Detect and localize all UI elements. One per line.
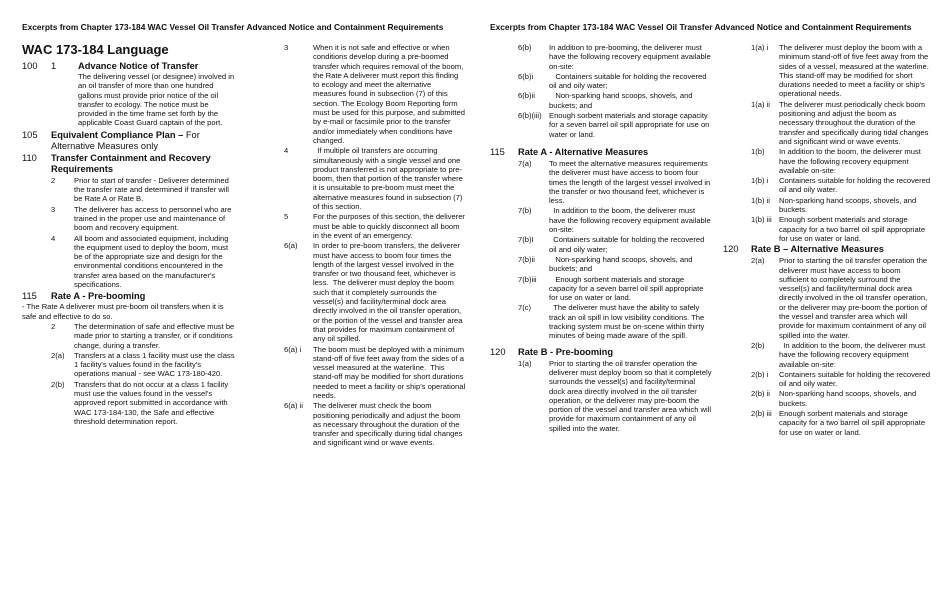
section-115-title: Rate A - Pre-booming: [51, 291, 146, 302]
column-1: [22, 42, 237, 426]
section-100-header: 100 1 Advance Notice of Transfer: [22, 61, 199, 71]
list-item: [51, 351, 237, 379]
item-number: 4: [284, 146, 289, 156]
list-item: [51, 322, 237, 350]
item-number: 6(a) i: [284, 344, 302, 354]
list-item: [51, 380, 237, 426]
item-number: 6(b)(iii): [518, 111, 542, 121]
item-text: Containers suitable for holding the recovered oil and oily water.: [779, 369, 933, 389]
list-item: [284, 146, 466, 211]
column-4: [723, 42, 931, 437]
item-text: Non-sparking hand scoops, shovels, and buckets.: [779, 195, 919, 215]
item-text: Non-sparking hand scoops, shovels, and buckets; and: [549, 91, 695, 110]
item-text: The determination of safe and effective must be made prior to starting a transfer, or if conditions change, during a transfer.: [74, 321, 237, 350]
item-number: 3: [51, 204, 56, 214]
item-number: 6(a) ii: [284, 401, 303, 411]
section-120b-items: [751, 256, 931, 437]
list-item: [751, 43, 931, 99]
list-item: [518, 111, 712, 139]
list-item: [518, 359, 712, 433]
item-number: 2(b) iii: [751, 408, 772, 418]
item-number: 6(b)ii: [518, 91, 535, 101]
column-3: [490, 42, 712, 433]
section-100-text: The delivering vessel (or designee) involved in an oil transfer of more than one hundred gallons must provide prior notice of the oil transfer to ecology. The notice must be provided in the time frame set forth by the applicable Coast Guard captain of the port.: [78, 72, 235, 128]
list-item: [518, 206, 712, 234]
item-number: 2(b): [751, 340, 765, 350]
section-115-header: 115 Rate A - Pre-booming: [22, 291, 146, 302]
item-text: In addition to the boom, the deliverer must have the following recovery equipment available on-site:: [779, 147, 923, 175]
item-text: Enough sorbent materials and storage capacity for a seven barrel oil spill appropriate for use on water or land.: [549, 111, 712, 139]
list-item: [284, 241, 466, 343]
section-120a-header: 120 Rate B - Pre-booming: [490, 346, 614, 357]
section-115b-items: [518, 159, 712, 341]
item-number: 7(a): [518, 158, 532, 168]
item-text: Containers suitable for holding the recovered oil and oily water;: [549, 235, 707, 254]
item-text: Non-sparking hand scoops, shovels, and buckets.: [779, 389, 919, 408]
list-item: [518, 235, 712, 254]
item-text: The deliverer must deploy the boom with a minimum stand-off of five feet away from the sides of a vessel, measured at the waterline. This stand-off may be modified for short durations needed to meet a facility or ship's operational needs.: [779, 43, 933, 99]
item-number: 1(a) ii: [751, 99, 770, 109]
list-item: [751, 215, 931, 243]
item-text: The deliverer has access to personnel who are trained in the proper use and maintenance of boom and recovery equipment.: [74, 204, 234, 233]
item-text: For the purposes of this section, the deliverer must be able to quickly disconnect all boom in the event of an emergency.: [313, 212, 468, 240]
doc-title: WAC 173-184 Language: [22, 42, 169, 57]
item-number: 2(a): [751, 256, 765, 266]
list-item: [751, 176, 931, 195]
item-text: In addition to pre-booming, the deliverer must have the following recovery equipment available on-site:: [549, 43, 713, 71]
item-number: 2(b) i: [751, 369, 769, 379]
page-title: Excerpts from Chapter 173-184 WAC Vessel Oil Transfer Advanced Notice and Containment Requirements: [22, 22, 444, 32]
list-item: [518, 91, 712, 110]
section-115b-header: 115 Rate A - Alternative Measures: [490, 146, 649, 157]
item-number: 7(b): [518, 206, 532, 216]
list-item: [751, 147, 931, 175]
item-number: 7(b)I: [518, 235, 534, 245]
list-item: [284, 212, 466, 240]
item-text: Transfers that do not occur at a class 1 facility must use the values found in the vessel's approved report submitted in accordance with WAC 173-184-130, the Safe and effective threshold determination report.: [74, 379, 231, 426]
item-number: 4: [51, 233, 56, 243]
section-105-title: Equivalent Compliance Plan –: [51, 129, 184, 140]
item-number: 2: [51, 175, 56, 185]
item-text: The deliverer must check the boom positioning periodically and adjust the boom as necessary throughout the duration of the transfer and specifically during tidal changes and significant wind or wave events.: [313, 401, 465, 448]
item-text: Enough sorbent materials and storage capacity for a seven barrel oil spill appropriate for use on water or land.: [549, 274, 706, 303]
list-item: [751, 409, 931, 437]
list-item: [518, 303, 712, 340]
item-text: Enough sorbent materials and storage capacity for a two barrel oil spill appropriate for use on water or land.: [779, 215, 928, 243]
list-item: [751, 196, 931, 215]
item-number: 1(a): [518, 358, 532, 368]
item-number: 2(b): [51, 379, 65, 389]
item-text: Transfers at a class 1 facility must use the class 1 facility's values found in the facility's operations manual - see WAC 173-180-420.: [74, 350, 237, 379]
list-item: [751, 256, 931, 340]
item-text: Enough sorbent materials and storage capacity for a two barrel oil spill appropriate for use on water or land.: [779, 408, 928, 437]
list-item: [284, 401, 466, 447]
list-item: [51, 234, 237, 290]
section-105-title-rest: For Alternative Measures only: [51, 129, 200, 151]
column-4-items: [751, 43, 931, 243]
column-2-items: [284, 43, 466, 448]
item-number: 5: [284, 212, 289, 222]
column-3-items: [518, 43, 712, 139]
item-text: In addition to the boom, the deliverer must have the following recovery equipment available on-site:: [549, 206, 713, 235]
list-item: [518, 275, 712, 303]
list-item: [751, 389, 931, 408]
item-number: 6(b)i: [518, 71, 534, 81]
item-number: 7(b)iii: [518, 274, 537, 284]
item-number: 7(b)ii: [518, 254, 535, 264]
list-item: [284, 43, 466, 145]
section-115b-title: Rate A - Alternative Measures: [518, 146, 649, 157]
item-text: Prior to starting the oil transfer operation the deliverer must deploy boom so that it completely surrounds the vessel(s) and facility/terminal dock area directly involved in the oil transfer operation, or the deliverer may pre-boom the portion of the vessel and transfer area which will provide for maximum containment of any oil spilled into the water.: [549, 358, 714, 433]
item-number: 3: [284, 43, 289, 52]
item-text: The deliverer must have the ability to safely track an oil spill in low visibility conditions. The tracking system must be on-scene within thirty minutes of being made aware of the spill.: [549, 303, 707, 341]
item-text: In addition to the boom, the deliverer must have the following recovery equipment available on-site:: [779, 340, 928, 369]
section-120a-items: [518, 359, 712, 433]
section-120b-title: Rate B – Alternative Measures: [751, 244, 884, 255]
item-text: All boom and associated equipment, including the equipment used to deploy the boom, must be of the appropriate size and design for the environmental conditions encountered in the transfer area based on the manufacturer's specifications.: [74, 233, 231, 290]
item-number: 1(b) i: [751, 176, 769, 186]
item-number: 2: [51, 321, 56, 331]
item-number: 1(b): [751, 147, 765, 157]
list-item: [51, 205, 237, 233]
item-text: The boom must be deployed with a minimum stand-off of five feet away from the sides of a vessel measured at the waterline. This stand-off may be modified for short durations needed to meet a facility or ship's operational needs.: [313, 344, 468, 400]
item-text: Prior to starting the oil transfer operation the deliverer must have access to boom sufficient to completely surround the vessel(s) and facility/terminal dock area directly involved in the oil transfer operation, or the deliverer may pre-boom the portion of the vessel and transfer area which will provide for maximum containment of any oil spilled into the water.: [779, 256, 930, 340]
item-number: 1(b) ii: [751, 195, 770, 205]
item-text: Prior to start of transfer - Deliverer determined the transfer rate and determined if transfer will be Rate A or Rate B.: [74, 175, 232, 204]
item-number: 6(b): [518, 43, 532, 52]
column-2: [284, 42, 466, 448]
item-text: To meet the alternative measures requirements the deliverer must have access to boom four times the length of the largest vessel involved in the transfer or two thousand feet, whichever is less.: [549, 158, 713, 206]
item-text: In order to pre-boom transfers, the deliverer must have access to boom four times the length of the largest vessel involved in the transfer or two thousand feet, whichever is less. The deliverer must deploy the boom such that it completely surrounds the vessel(s) and facility/terminal dock area directly involved in the oil transfer operation, or the portion of the vessel and transfer area that provides for maximum containment of any oil spilled.: [313, 241, 465, 344]
item-number: 1(b) iii: [751, 215, 772, 225]
section-110-title: Transfer Containment and Recovery Requirements: [51, 152, 211, 174]
item-number: 2(a): [51, 350, 65, 360]
list-item: [51, 176, 237, 204]
item-text: When it is not safe and effective or when conditions develop during a pre-boomed transfer which requires removal of the boom, the Rate A deliverer must report this finding to ecology and meet the alternative measures found in subsection (7) of this section. The Ecology Boom Reporting form must be used for this purpose, and submitted by e-mail or facsimile prior to the transfer and/or immediately when conditions have changed.: [313, 43, 468, 145]
section-120b-header: 120 Rate B – Alternative Measures: [723, 244, 884, 255]
item-number: 1(a) i: [751, 43, 769, 52]
section-120a-title: Rate B - Pre-booming: [518, 346, 614, 357]
list-item: [518, 72, 712, 91]
section-110-items: [51, 176, 237, 290]
list-item: [751, 341, 931, 369]
list-item: [751, 370, 931, 389]
section-115-intro: - The Rate A deliverer must pre-boom oil transfers when it is safe and effective to do so.: [22, 302, 224, 321]
list-item: [518, 159, 712, 205]
section-115-items: [51, 322, 237, 426]
item-number: 7(c): [518, 303, 532, 313]
item-text: Containers suitable for holding the recovered oil and oily water;: [549, 71, 709, 91]
list-item: [751, 100, 931, 146]
item-text: Non-sparking hand scoops, shovels, and buckets; and: [549, 254, 695, 274]
list-item: [284, 345, 466, 401]
list-item: [518, 43, 712, 71]
section-110-header: 110 Transfer Containment and Recovery Requirements: [22, 152, 211, 174]
item-number: 6(a): [284, 241, 298, 251]
section-100-title: Advance Notice of Transfer: [78, 61, 199, 71]
section-105-header: 105 Equivalent Compliance Plan – For Alternative Measures only: [22, 129, 200, 151]
item-number: 2(b) ii: [751, 389, 770, 399]
item-text: The deliverer must periodically check boom positioning and adjust the boom as necessary throughout the duration of the transfer and specifically during tidal changes and significant wind or wave events.: [779, 99, 931, 146]
item-text: If multiple oil transfers are occurring simultaneously with a single vessel and one product transferred is not appropriate to pre-boom, then that portion of the transfer where it is unsuitable to pre-boom must meet the alternative measures found in subsection (7) of this section.: [313, 146, 465, 212]
right-page: [475, 0, 950, 615]
page-title-right: Excerpts from Chapter 173-184 WAC Vessel Oil Transfer Advanced Notice and Containment Requirements: [490, 22, 912, 32]
list-item: [518, 255, 712, 274]
item-text: Containers suitable for holding the recovered oil and oily water.: [779, 176, 933, 195]
